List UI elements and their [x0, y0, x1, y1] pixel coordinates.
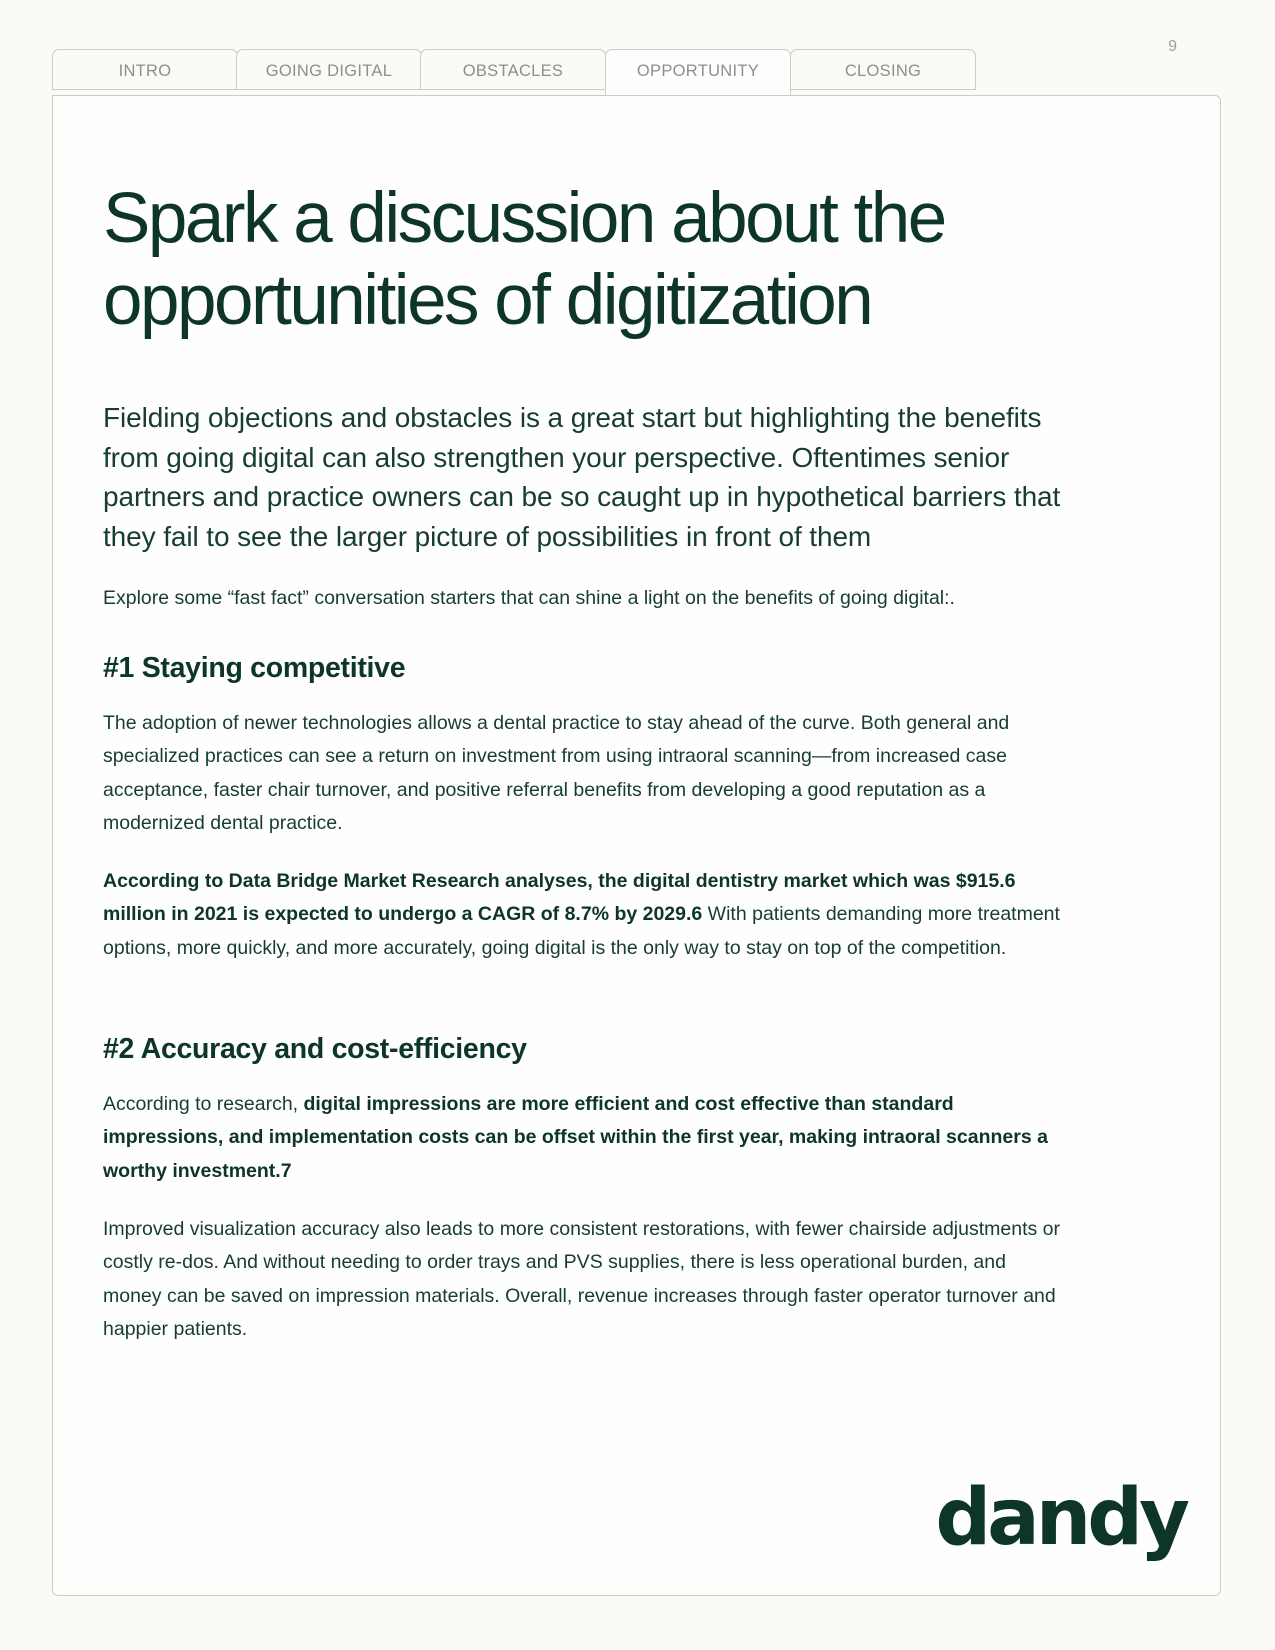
tab-obstacles[interactable]: OBSTACLES [420, 49, 606, 89]
market-research-fact: According to Data Bridge Market Research analyses, the digital dentistry market which was $915.6 million in 2021 is expected to undergo a CAGR of 8.7% by 2029.6 [103, 870, 1016, 926]
section-heading-staying-competitive: #1 Staying competitive [103, 652, 406, 684]
content-panel [52, 95, 1221, 1596]
section2-paragraph-2: Improved visualization accuracy also leads to more consistent restorations, with fewer chairside adjustments or costly re-dos. And without needing to order trays and PVS supplies, there is less operational burden, and money can be saved on impression materials. Overall, revenue increases through faster operator turnover and happier patients. [103, 1217, 1061, 1340]
page-title: Spark a discussion about the opportunities of digitization [103, 179, 945, 340]
tab-opportunity[interactable]: OPPORTUNITY [605, 49, 791, 95]
research-fact: digital impressions are more efficient and cost effective than standard impressions, and implementation costs can be offset within the first year, making intraoral scanners a worthy investment.7 [103, 1093, 1048, 1182]
section2-paragraph-1 [103, 1088, 1063, 1188]
section1-paragraph-1: The adoption of newer technologies allows a dental practice to stay ahead of the curve. Both general and specialized practices can see a return on investment from using intraoral scanning—from increased case acceptance, faster chair turnover, and positive referral benefits from developing a good reputation as a modernized dental practice. [103, 712, 1010, 834]
tab-closing[interactable]: CLOSING [790, 49, 976, 89]
section1-paragraph-2 [103, 865, 1063, 965]
section1-paragraph-2-rest: With patients demanding more treatment options, more quickly, and more accurately, going digital is the only way to stay on top of the competition. [103, 903, 1060, 959]
section2-paragraph-1-lead: According to research, [103, 1093, 304, 1116]
tab-going-digital[interactable]: GOING DIGITAL [236, 49, 422, 89]
tab-intro[interactable]: INTRO [52, 49, 238, 89]
article [103, 178, 1063, 1346]
lead-paragraph: Fielding objections and obstacles is a great start but highlighting the benefits from going digital can also strengthen your perspective. Oftentimes senior partners and practice owners can be so caught up in hypothetical barriers that they fail to see the larger picture of possibilities in front of them [103, 402, 1061, 552]
dandy-logo: dandy [935, 1473, 1186, 1563]
section-heading-accuracy: #2 Accuracy and cost-efficiency [103, 1033, 527, 1066]
page-number: 9 [1168, 38, 1177, 55]
intro-paragraph: Explore some “fast fact” conversation starters that can shine a light on the benefits of going digital:. [103, 587, 955, 609]
